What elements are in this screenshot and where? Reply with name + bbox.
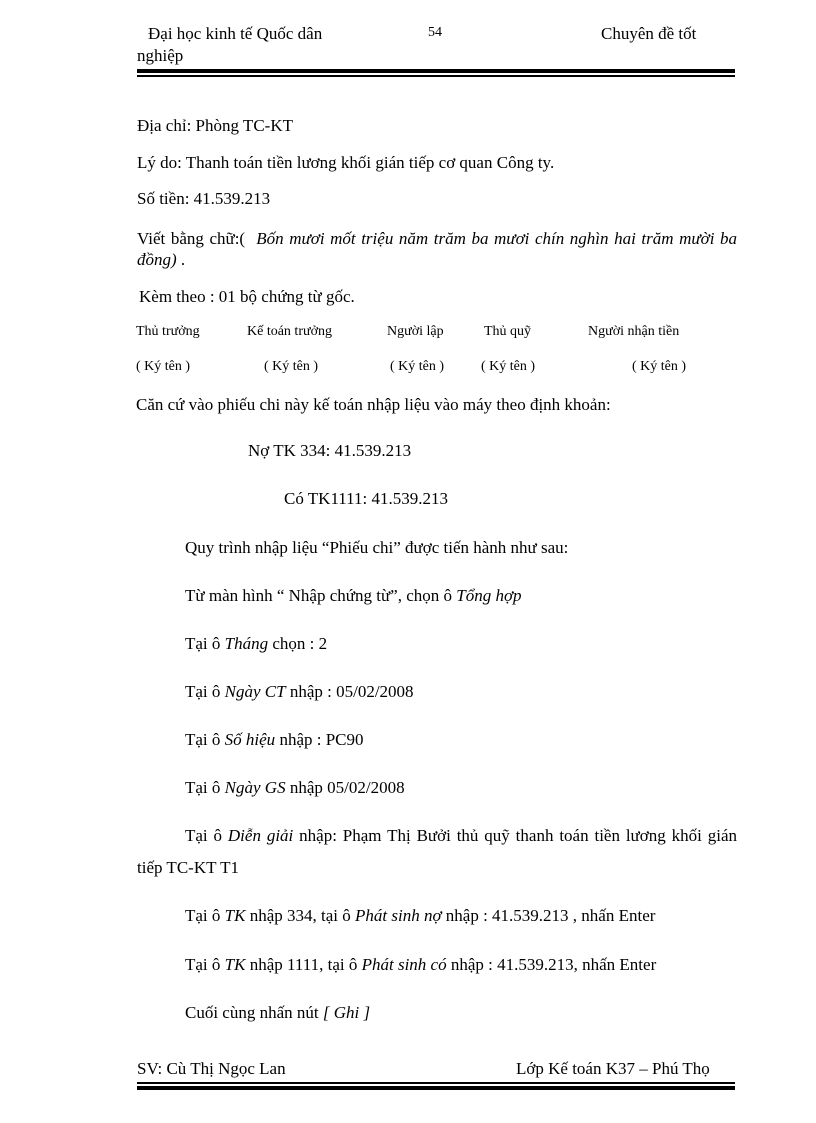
step-4-value: nhập : PC90 xyxy=(275,730,364,749)
footer-rule-thin xyxy=(137,1082,735,1084)
step-8-prefix: Tại ô xyxy=(185,955,225,974)
step-5-field: Ngày GS xyxy=(224,778,286,797)
sign-note-5: ( Ký tên ) xyxy=(632,359,687,374)
step-3-value: nhập : 05/02/2008 xyxy=(285,682,414,701)
step-3-prefix: Tại ô xyxy=(185,682,225,701)
sign-note-1: ( Ký tên ) xyxy=(136,359,191,374)
intro-line: Căn cứ vào phiếu chi này kế toán nhập liệu vào máy theo định khoản: xyxy=(136,395,611,414)
step-9-prefix: Cuối cùng nhấn nút xyxy=(185,1003,323,1022)
step-8-value: nhập : 41.539.213, nhấn Enter xyxy=(446,955,657,974)
signer-receiver: Người nhận tiền xyxy=(588,324,680,339)
credit-entry: Có TK1111: 41.539.213 xyxy=(284,489,449,508)
header-left-line2: nghiệp xyxy=(137,46,184,65)
step-5-prefix: Tại ô xyxy=(185,778,225,797)
in-words-value: Bốn mươi mốt triệu năm trăm ba mươi chín nghìn hai trăm mười ba đồng) xyxy=(137,229,738,269)
footer-left: SV: Cù Thị Ngọc Lan xyxy=(137,1059,286,1078)
address-line: Địa chỉ: Phòng TC-KT xyxy=(137,116,293,135)
amount-in-words xyxy=(137,228,737,270)
step-3-field: Ngày CT xyxy=(224,682,286,701)
attached-line: Kèm theo : 01 bộ chứng từ gốc. xyxy=(139,287,355,306)
header-right: Chuyên đề tốt xyxy=(601,24,697,43)
reason-line: Lý do: Thanh toán tiền lương khối gián tiếp cơ quan Công ty. xyxy=(137,153,555,172)
signer-director: Thủ trưởng xyxy=(136,324,200,339)
step-7-field-debit: Phát sinh nợ xyxy=(355,906,442,925)
step-4 xyxy=(185,730,364,750)
step-8-field-tk: TK xyxy=(224,955,246,974)
footer-right: Lớp Kế toán K37 – Phú Thọ xyxy=(516,1059,710,1078)
debit-entry: Nợ TK 334: 41.539.213 xyxy=(248,441,412,460)
signer-preparer: Người lập xyxy=(387,324,444,339)
sign-note-2: ( Ký tên ) xyxy=(264,359,319,374)
step-8 xyxy=(185,955,656,975)
step-1-text: Từ màn hình “ Nhập chứng từ”, chọn ô xyxy=(185,586,457,605)
step-1-field: Tổng hợp xyxy=(456,586,522,605)
step-7 xyxy=(185,906,655,926)
sign-note-4: ( Ký tên ) xyxy=(481,359,536,374)
sign-note-3: ( Ký tên ) xyxy=(390,359,445,374)
step-7-mid: nhập 334, tại ô xyxy=(245,906,355,925)
step-6-field: Diễn giải xyxy=(227,826,294,845)
step-6-value: nhập: Phạm Thị Bưởi thủ quỹ thanh toán tiền lương khối gián tiếp TC-KT T1 xyxy=(137,826,737,877)
step-8-field-credit: Phát sinh có xyxy=(361,955,447,974)
step-2-field: Tháng xyxy=(224,634,269,653)
step-5 xyxy=(185,778,405,798)
step-1 xyxy=(185,586,522,606)
header-rule-thick xyxy=(137,69,735,73)
step-8-mid: nhập 1111, tại ô xyxy=(245,955,362,974)
step-7-value: nhập : 41.539.213 , nhấn Enter xyxy=(441,906,656,925)
step-2-value: chọn : 2 xyxy=(268,634,328,653)
footer-rule-thick xyxy=(137,1086,735,1090)
step-5-value: nhập 05/02/2008 xyxy=(285,778,405,797)
step-4-field: Số hiệu xyxy=(224,730,276,749)
step-9-button-label: [ Ghi ] xyxy=(322,1003,371,1022)
page-number: 54 xyxy=(428,25,442,40)
step-9 xyxy=(185,1003,370,1023)
step-6-prefix: Tại ô xyxy=(185,826,228,845)
process-title: Quy trình nhập liệu “Phiếu chi” được tiến hành như sau: xyxy=(185,538,569,557)
step-7-prefix: Tại ô xyxy=(185,906,225,925)
step-2 xyxy=(185,634,327,654)
step-4-prefix: Tại ô xyxy=(185,730,225,749)
in-words-end: . xyxy=(176,250,186,269)
header-left-line1: Đại học kinh tế Quốc dân xyxy=(148,24,323,43)
step-3 xyxy=(185,682,414,702)
amount-line: Số tiền: 41.539.213 xyxy=(137,189,271,208)
header-rule-thin xyxy=(137,75,735,77)
signer-chief-accountant: Kế toán trưởng xyxy=(247,324,332,339)
signer-cashier: Thủ quỹ xyxy=(484,324,532,339)
step-2-prefix: Tại ô xyxy=(185,634,225,653)
step-6 xyxy=(137,820,737,884)
step-7-field-tk: TK xyxy=(224,906,246,925)
in-words-label: Viết bằng chữ:( xyxy=(137,229,246,248)
